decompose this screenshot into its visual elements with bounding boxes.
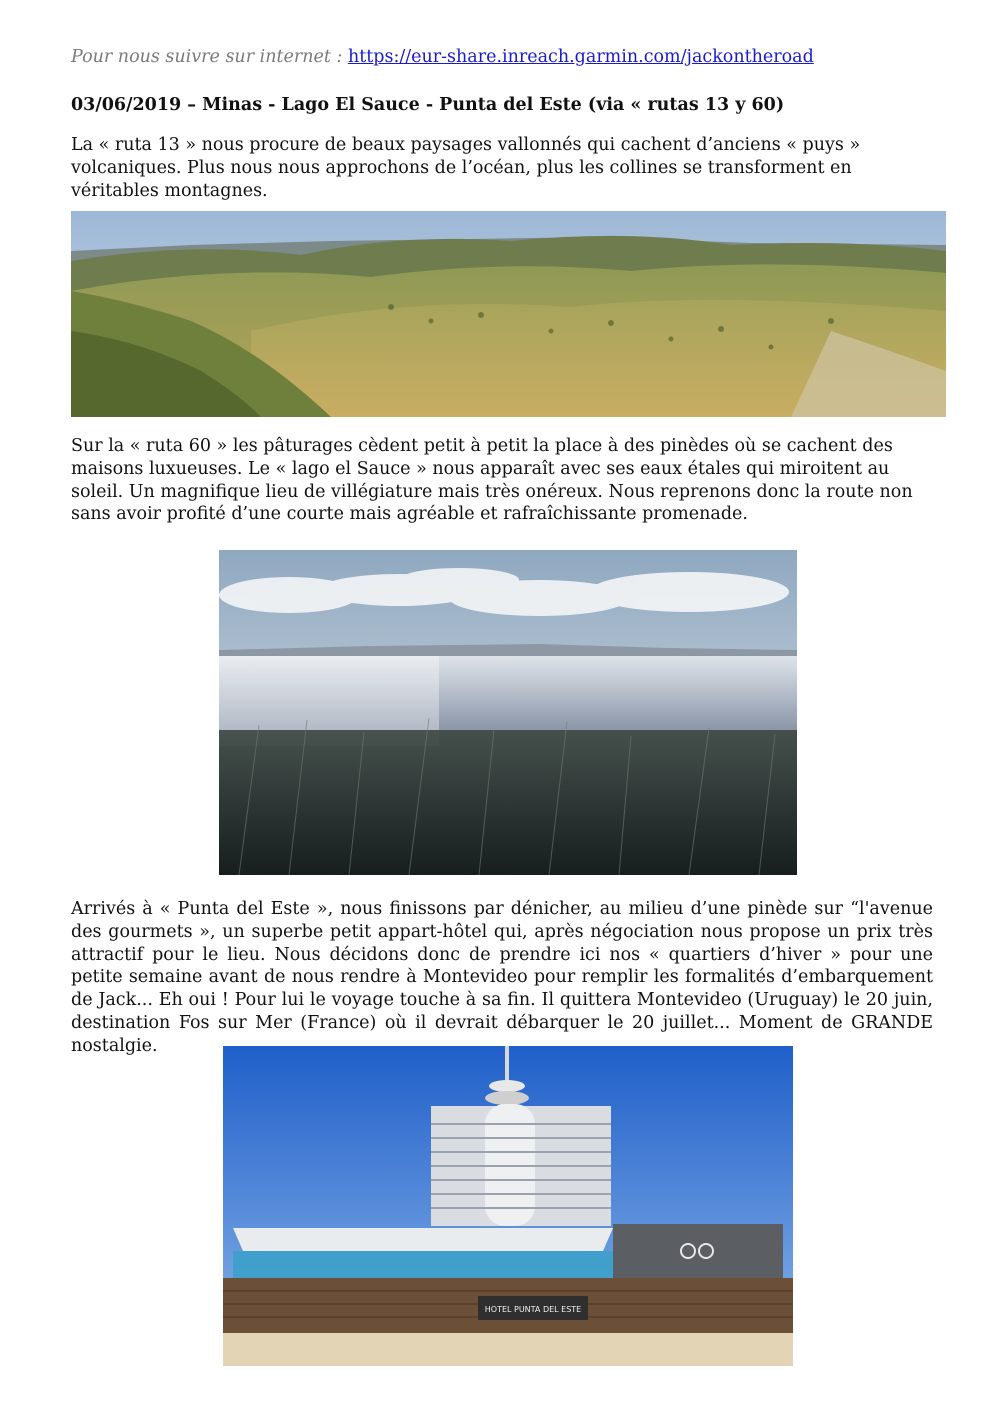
follow-line — [71, 47, 814, 67]
paragraph-punta-del-este: Arrivés à « Punta del Este », nous finissons par dénicher, au milieu d’une pinède sur “l'avenue des gourmets », un superbe petit appart-hôtel qui, après négociation nous propose un prix très attractif pour le lieu. Nous décidons donc de prendre ici nos « quartiers d’hiver » pour une petite semaine avant de nous rendre à Montevideo pour remplir les formalités d’embarquement de Jack... Eh oui ! Pour lui le voyage touche à sa fin. Il quittera Montevideo (Uruguay) le 20 juin, destination Fos sur Mer (France) où il devrait débarquer le 20 juillet... Moment de GRANDE nostalgie. — [71, 899, 933, 1056]
follow-intro: Pour nous suivre sur internet : — [71, 47, 348, 67]
hotel-image — [223, 1046, 793, 1366]
hotel-sign: HOTEL PUNTA DEL ESTE — [484, 1305, 582, 1314]
lake-photo — [219, 550, 797, 875]
page-title: 03/06/2019 – Minas - Lago El Sauce - Punta del Este (via « rutas 13 y 60) — [71, 95, 785, 115]
landscape-image — [71, 211, 946, 417]
hills-landscape-photo — [71, 211, 946, 417]
paragraph-ruta-60: Sur la « ruta 60 » les pâturages cèdent petit à petit la place à des pinèdes où se cachent des maisons luxueuses. Le « lago el Sauce » nous apparaît avec ses eaux étales qui miroitent au soleil. Un magnifique lieu de villégiature mais très onéreux. Nous reprenons donc la route non sans avoir profité d’une courte mais agréable et rafraîchissante promenade. — [71, 436, 913, 525]
tracking-link[interactable]: https://eur-share.inreach.garmin.com/jackontheroad — [347, 47, 814, 67]
paragraph-ruta-13: La « ruta 13 » nous procure de beaux paysages vallonnés qui cachent d’anciens « puys » volcaniques. Plus nous nous approchons de l’océan, plus les collines se transforment en véritables montagnes. — [71, 135, 861, 201]
lake-image — [219, 550, 797, 875]
hotel-photo — [223, 1046, 793, 1366]
